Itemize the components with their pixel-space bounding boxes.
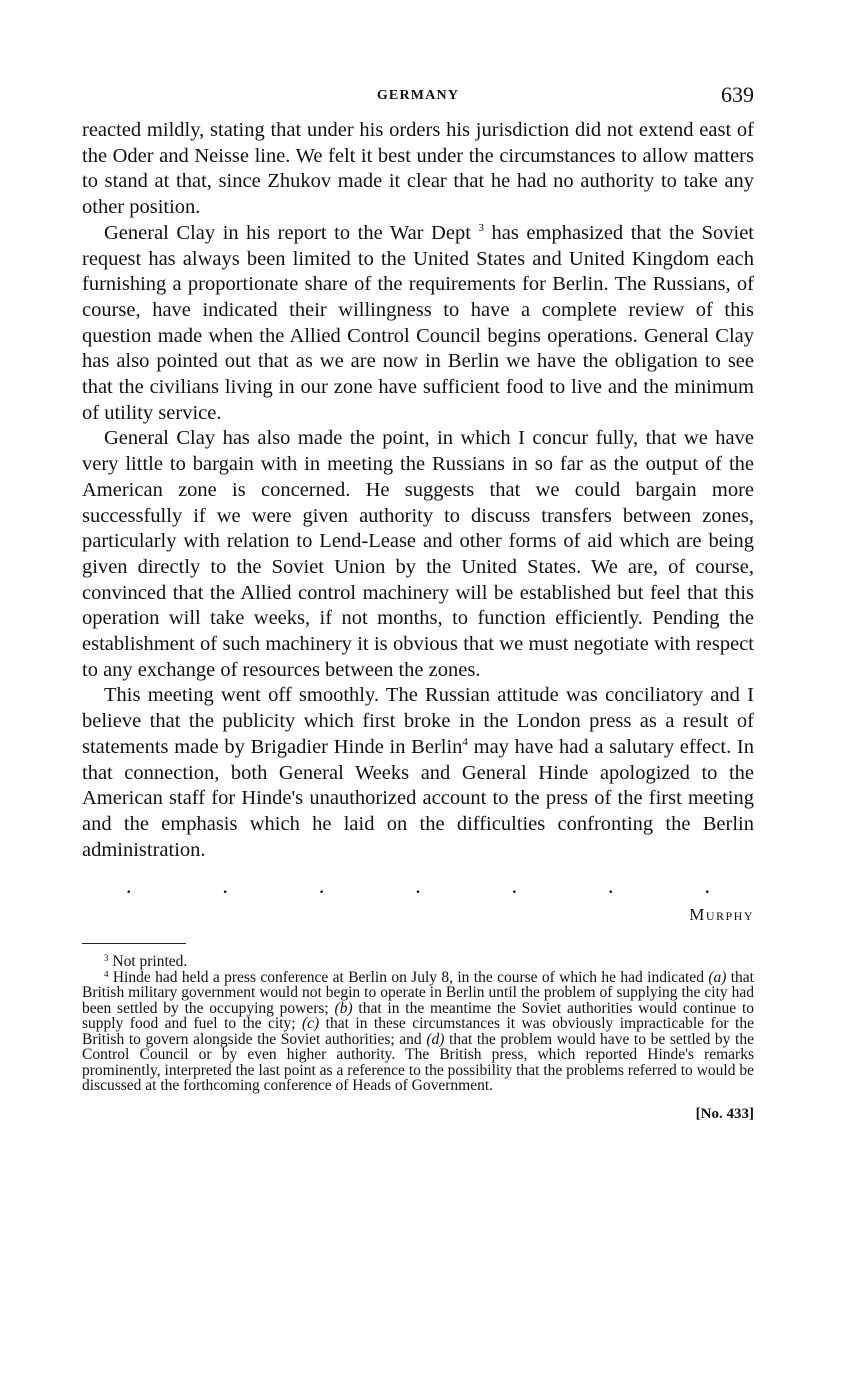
ellipsis-dot: .	[222, 873, 228, 899]
signature: Murphy	[689, 905, 754, 925]
paragraph: reacted mildly, stating that under his orders his jurisdiction did not extend east of the Oder and Neisse line. We felt it best under the circumstances to allow matters to stand at that, since Zhukov made it clear that he had no authority to take any other position.	[82, 119, 754, 219]
footnote: $^3$ Not printed.	[104, 953, 188, 971]
running-head: GERMANY	[376, 88, 460, 103]
ellipsis-dot: .	[318, 873, 325, 899]
paragraph: General Clay in his report to the War Dept $^3$ has emphasized that the Soviet request has always been limited to the United States and United Kingdom each furnishing a proportionate share of the requirements for Berlin. The Russians, of course, have indicated their willingness to have a complete review of this question made when the Allied Control Council begins operations. General Clay has also pointed out that as we are now in Berlin we have the obligation to see that the civilians living in our zone have sufficient food to live and the minimum of utility service.	[82, 221, 755, 424]
footnote-divider	[82, 943, 186, 944]
footnote: $^4$ Hinde had held a press conference at Berlin on July 8, in the course of which he had indicated (a) that British military government would not begin to operate in Berlin until the problem of supplying the city had been settled by the occupying powers; (b) that in the meantime the Soviet authorities would continue to supply food and fuel to the city; (c) that in these circumstances it was obviously impracticable for the British to govern alongside the Soviet authorities; and (d) that the problem would have to be settled by the Control Council or by even higher authority. The British press, which reported Hinde's remarks prominently, interpreted the last point as a reference to the possibility that the problems referred to would be discussed at the forthcoming conference of Heads of Government.	[82, 968, 754, 1095]
paragraph: This meeting went off smoothly. The Russian attitude was conciliatory and I believe that the publicity which first broke in the London press as a result of statements made by Brigadier Hinde in Berlin$^4$ may have had a salutary effect. In that connection, both General Weeks and General Hinde apologized to the American staff for Hinde's unauthorized account to the press of the first meeting and the emphasis which he laid on the difficulties confronting the Berlin administration.	[82, 684, 754, 861]
body-text	[82, 118, 754, 863]
ellipsis-dot: .	[704, 873, 710, 899]
page-header	[82, 82, 754, 118]
paragraph: General Clay has also made the point, in which I concur fully, that we have very little to bargain with in meeting the Russians in so far as the output of the American zone is concerned. He suggests that we could bargain more successfully if we were given authority to discuss transfers between zones, particularly with relation to Lend-Lease and other forms of aid which are being given directly to the Soviet Union by the United States. We are, of course, convinced that the Allied control machinery will be established but feel that this operation will take weeks, if not months, to function efficiently. Pending the establishment of such machinery it is obvious that we must negotiate with respect to any exchange of resources between the zones.	[82, 427, 754, 681]
footnotes	[82, 954, 754, 1094]
ellipsis-dot: .	[126, 873, 132, 899]
document-page	[82, 82, 754, 1123]
document-number: [No. 433]	[695, 1105, 754, 1122]
omission-ellipsis	[82, 873, 754, 899]
ellipsis-dot: .	[608, 873, 614, 899]
footnote-reference: 4	[462, 735, 468, 748]
ellipsis-dot: .	[415, 873, 421, 899]
footnote-mark: 4	[104, 968, 109, 979]
footnote-reference: 3	[478, 221, 484, 234]
page-number: 639	[721, 82, 754, 107]
footnote-mark: 3	[104, 953, 109, 964]
ellipsis-dot: .	[511, 873, 518, 899]
